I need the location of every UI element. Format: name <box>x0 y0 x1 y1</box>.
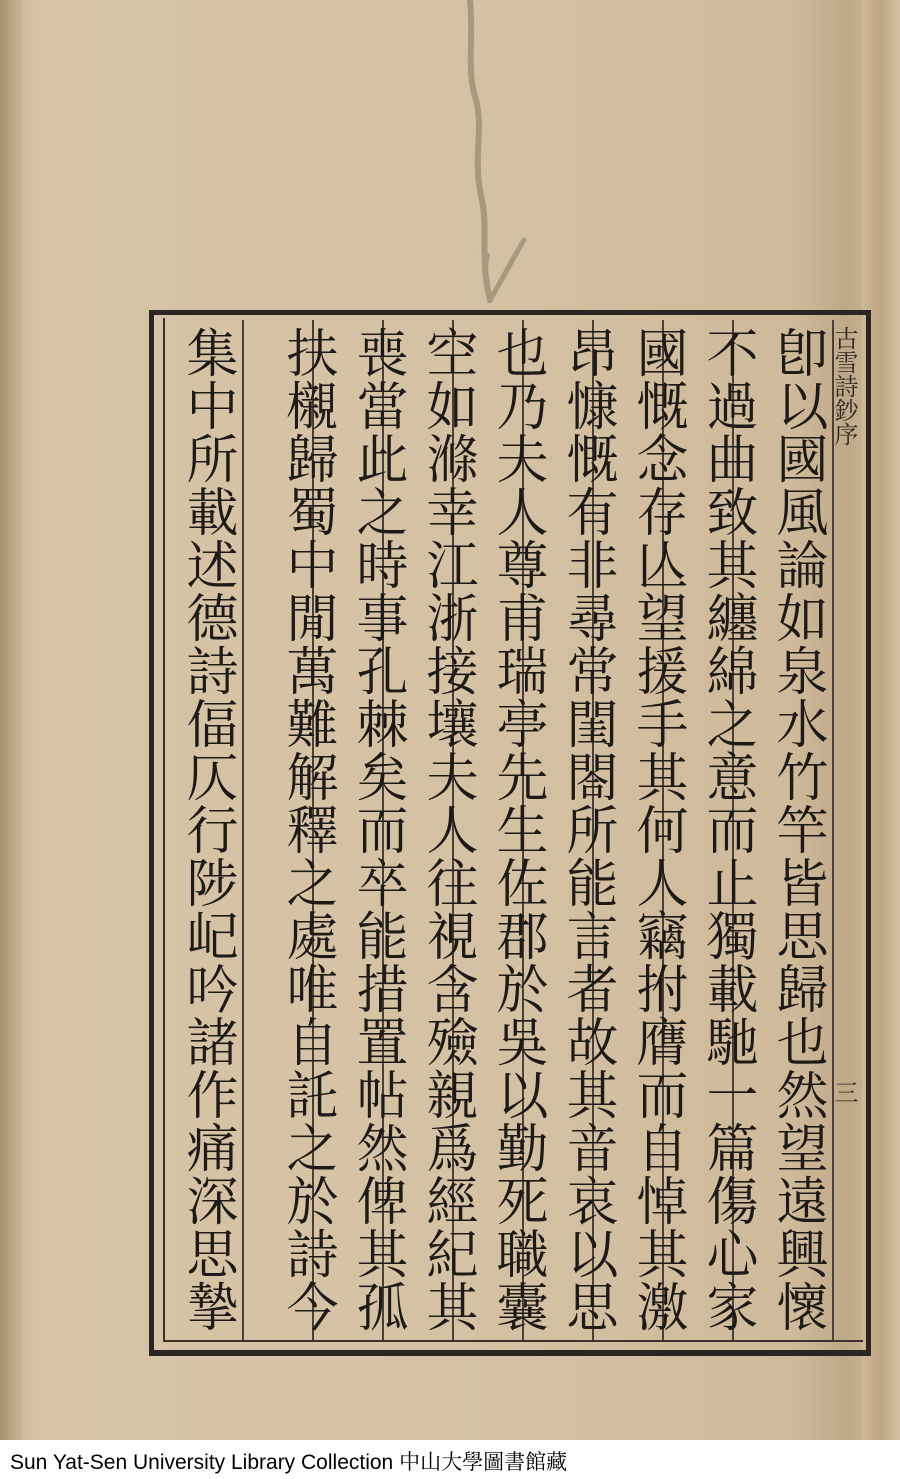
previous-page-edge <box>0 0 22 1440</box>
column-rule <box>832 320 834 1340</box>
frame-border-top <box>149 310 871 315</box>
frame-border-left <box>149 310 154 1356</box>
book-title: 古雪詩鈔 <box>830 326 858 422</box>
frame-border-right <box>866 310 871 1356</box>
text-column-1: 卽以國風論如泉水竹竿皆思歸也然望遠興懷 <box>767 326 827 1333</box>
binding-thread <box>462 0 532 310</box>
text-column-6: 空如滌幸江浙接壤夫人往視含殮親爲經紀其 <box>417 326 477 1333</box>
frame-border-bottom <box>149 1350 871 1356</box>
frame-inner-bottom <box>163 1340 863 1342</box>
page-number: 三 <box>830 1080 858 1104</box>
text-column-7: 喪當此之時事孔棘矣而卒能措置帖然俾其孤 <box>347 326 407 1333</box>
text-column-9: 集中所載述德詩偪仄行陟屺吟諸作痛深思摯 <box>177 326 237 1333</box>
text-column-3: 國慨念存亾望援手其何人竊拊膺而自悼其激 <box>627 326 687 1333</box>
frame-inner-left <box>163 318 165 1342</box>
column-rule <box>242 320 244 1340</box>
text-column-8: 扶櫬歸蜀中閒萬難解釋之處唯自託之於詩今 <box>277 326 337 1333</box>
collection-credit: Sun Yat-Sen University Library Collection 中山大學圖書館藏 <box>10 1451 568 1474</box>
text-column-5: 也乃夫人尊甫瑞亭先生佐郡於吳以勤死職囊 <box>487 326 547 1333</box>
text-column-4: 昂慷慨有非尋常閨閤所能言者故其音哀以思 <box>557 326 617 1333</box>
section-label: 序 <box>830 422 858 446</box>
text-column-2: 不過曲致其纏綿之意而止獨載馳一篇傷心家 <box>697 326 757 1333</box>
margin-title <box>830 326 862 446</box>
